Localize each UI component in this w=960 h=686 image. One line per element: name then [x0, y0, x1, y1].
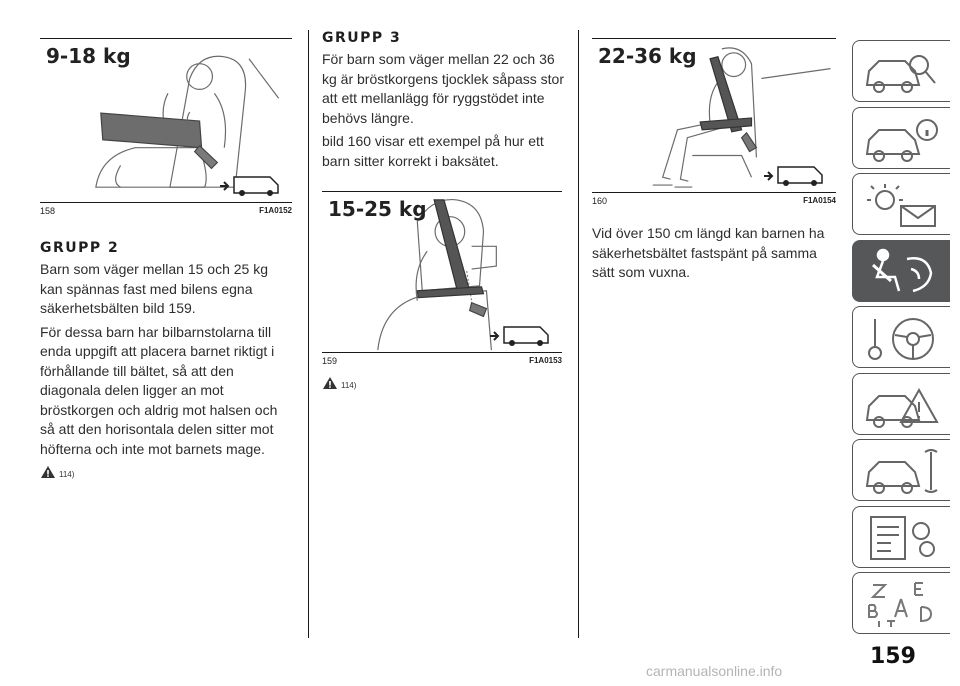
- figure-160: [592, 38, 836, 193]
- warning-ref-number: 114): [341, 381, 357, 390]
- watermark: carmanualsonline.info: [646, 663, 783, 679]
- van-icon: [218, 172, 284, 198]
- car-wrench-icon: [861, 446, 943, 496]
- tab-instruments[interactable]: [852, 40, 950, 102]
- figure-caption: [322, 356, 562, 370]
- page-number: 159: [870, 644, 916, 669]
- tab-warnings[interactable]: [852, 173, 950, 235]
- paragraph: Vid över 150 cm längd kan barnen ha säkerhetsbältet fastspänt på samma sätt som vuxna.: [592, 225, 825, 280]
- car-magnifier-icon: [861, 47, 943, 97]
- column-3: [592, 30, 836, 283]
- key-steering-wheel-icon: [861, 313, 943, 363]
- tab-index[interactable]: [852, 572, 950, 634]
- van-icon: [488, 322, 554, 348]
- figure-weight-label: 15-25 kg: [328, 197, 427, 221]
- warning-ref-number: 114): [59, 470, 75, 479]
- alphabet-index-icon: [861, 579, 943, 629]
- tab-starting-driving[interactable]: [852, 306, 950, 368]
- warning-triangle-icon: [322, 376, 338, 390]
- warning-reference: [40, 465, 292, 481]
- figure-number: 159: [322, 356, 338, 366]
- tab-maintenance[interactable]: [852, 439, 950, 501]
- figure-caption: [592, 196, 836, 210]
- tab-emergency[interactable]: [852, 373, 950, 435]
- figure-code: F1A0152: [259, 206, 292, 215]
- car-info-icon: [861, 114, 943, 164]
- figure-weight-label: 9-18 kg: [46, 44, 131, 68]
- section-heading: GRUPP 2: [40, 240, 120, 256]
- warning-triangle-icon: [40, 465, 56, 479]
- van-icon: [762, 162, 828, 188]
- document-gears-icon: [861, 513, 943, 563]
- chapter-tabs: [852, 40, 950, 639]
- figure-159: [322, 191, 562, 353]
- figure-number: 158: [40, 206, 56, 216]
- paragraph: Barn som väger mellan 15 och 25 kg kan spännas fast med bilens egna säkerhetsbälten bild 159.: [40, 261, 269, 316]
- figure-caption: [40, 206, 292, 220]
- section-heading: GRUPP 3: [322, 30, 402, 46]
- figure-number: 160: [592, 196, 608, 206]
- paragraph: För dessa barn har bilbarnstolarna till enda uppgift att placera barnet riktigt i förhållande till bältet, så att den diagonala delen ligger an mot bröstkorgen och aldrig mot halsen och så att den horisontala delen sitter mot höfterna och inte mot barnets mage.: [40, 323, 278, 457]
- column-1: [40, 30, 292, 481]
- tab-information[interactable]: [852, 107, 950, 169]
- column-divider-1: [308, 30, 309, 638]
- warning-reference: [322, 376, 570, 392]
- warning-light-envelope-icon: [861, 180, 943, 230]
- column-2: [322, 30, 570, 392]
- tab-safety[interactable]: [852, 240, 950, 302]
- figure-code: F1A0153: [529, 356, 562, 365]
- seatbelt-airbag-icon: [861, 247, 943, 297]
- column-divider-2: [578, 30, 579, 638]
- paragraph: För barn som väger mellan 22 och 36 kg är bröstkorgens tjocklek såpass stor att ett mellanlägg för ryggstödet inte behövs längre.: [322, 51, 564, 126]
- warning-triangle-icon: [861, 380, 943, 430]
- tab-technical-data[interactable]: [852, 506, 950, 568]
- figure-158: [40, 38, 292, 203]
- figure-weight-label: 22-36 kg: [598, 44, 697, 68]
- figure-code: F1A0154: [803, 196, 836, 205]
- paragraph: bild 160 visar ett exempel på hur ett barn sitter korrekt i baksätet.: [322, 133, 544, 169]
